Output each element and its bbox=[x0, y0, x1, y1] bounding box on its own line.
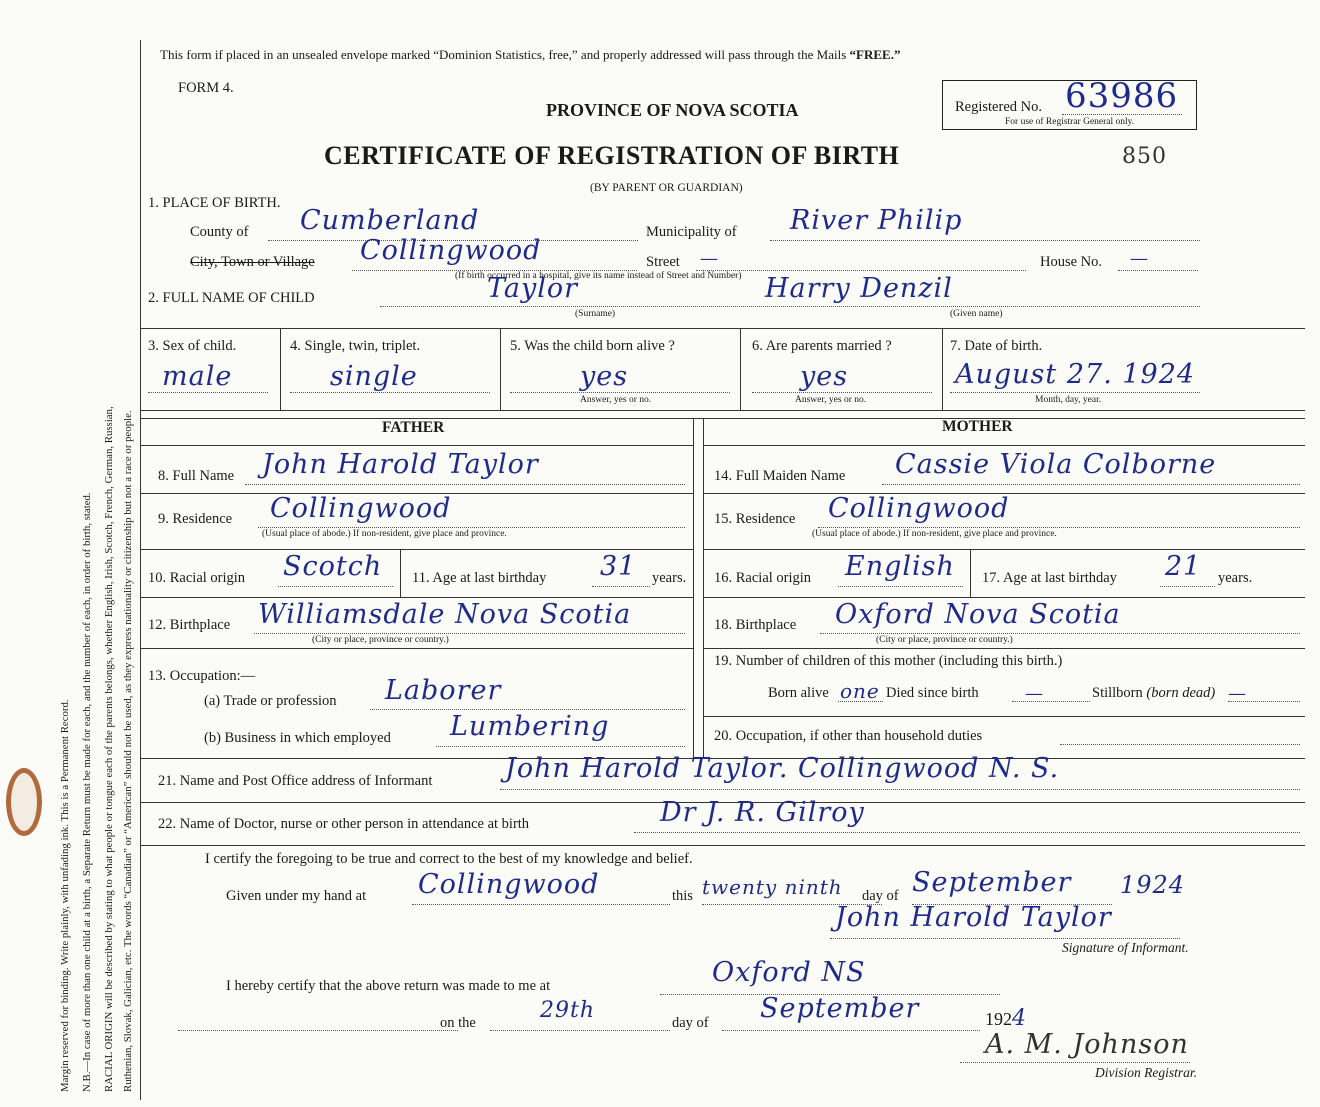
mother-heading-line bbox=[703, 445, 1305, 446]
registered-label: Registered No. bbox=[955, 99, 1042, 115]
registrar-signature: A. M. Johnson bbox=[985, 1029, 1189, 1060]
child-surname: Taylor bbox=[487, 273, 579, 304]
informant-signature-line bbox=[830, 938, 1180, 939]
informant-label: 21. Name and Post Office address of Informant bbox=[158, 773, 433, 789]
mother-racial-label: 16. Racial origin bbox=[714, 570, 812, 586]
father-age-label: 11. Age at last birthday bbox=[412, 570, 547, 586]
row3-divider-3 bbox=[740, 328, 741, 410]
married-value: yes bbox=[800, 361, 849, 392]
street-line bbox=[696, 270, 1026, 271]
given-day-value: twenty ninth bbox=[702, 875, 843, 899]
mother-residence-note: (Usual place of abode.) If non-resident, give place and province. bbox=[812, 529, 1057, 539]
informant-value: John Harold Taylor. Collingwood N. S. bbox=[505, 753, 1060, 784]
margin-note-1: Margin reserved for binding. Write plainly, with unfading ink. This is a Permanent Record. bbox=[59, 699, 71, 1092]
dob-label: 7. Date of birth. bbox=[950, 338, 1043, 354]
child-given-name: Harry Denzil bbox=[765, 273, 953, 304]
father-row-line-3 bbox=[140, 597, 693, 598]
doctor-bottom-line bbox=[140, 845, 1305, 846]
county-value: Cumberland bbox=[300, 205, 480, 236]
alive-label: 5. Was the child born alive ? bbox=[510, 338, 675, 354]
registrar-day-line bbox=[490, 1030, 670, 1031]
married-label: 6. Are parents married ? bbox=[752, 338, 892, 354]
mother-birthplace-label: 18. Birthplace bbox=[714, 617, 797, 633]
city-label: City, Town or Village bbox=[190, 254, 315, 270]
mother-row-line-4 bbox=[703, 648, 1305, 649]
doctor-label: 22. Name of Doctor, nurse or other person in attendance at birth bbox=[158, 816, 530, 832]
mother-heading: MOTHER bbox=[942, 418, 1013, 435]
municipality-line bbox=[770, 240, 1200, 241]
certificate-subtitle: (BY PARENT OR GUARDIAN) bbox=[590, 182, 743, 194]
mother-row-line-3 bbox=[703, 597, 1305, 598]
father-name-label: 8. Full Name bbox=[158, 468, 235, 484]
father-residence-line bbox=[258, 527, 685, 528]
given-month-value: September bbox=[912, 867, 1072, 898]
father-name-line bbox=[245, 484, 685, 485]
mother-occupation-label: 20. Occupation, if other than household duties bbox=[714, 728, 983, 744]
mother-residence-value: Collingwood bbox=[828, 493, 1010, 524]
certificate-title: CERTIFICATE OF REGISTRATION OF BIRTH bbox=[324, 141, 900, 170]
row3-bottom-border bbox=[140, 410, 1305, 411]
given-name-caption: (Given name) bbox=[950, 309, 1003, 319]
municipality-value: River Philip bbox=[790, 205, 963, 236]
father-racial-label: 10. Racial origin bbox=[148, 570, 246, 586]
born-alive-label: Born alive bbox=[768, 685, 829, 701]
informant-signature: John Harold Taylor bbox=[835, 902, 1112, 933]
father-residence-value: Collingwood bbox=[270, 493, 452, 524]
postal-note: This form if placed in an unsealed envelope marked “Dominion Statistics, free,” and properly addressed will pass through the Mails “FREE.” bbox=[160, 47, 901, 62]
registrar-year: 1924 bbox=[985, 1006, 1026, 1031]
form-number: FORM 4. bbox=[178, 80, 234, 96]
died-line bbox=[1012, 701, 1090, 702]
dob-value: August 27. 1924 bbox=[955, 359, 1196, 390]
business-line bbox=[436, 746, 685, 747]
trade-label: (a) Trade or profession bbox=[204, 693, 337, 709]
single-line bbox=[290, 392, 490, 393]
registrar-place: Oxford NS bbox=[712, 957, 866, 988]
margin-note-3: RACIAL ORIGIN will be described by stating to what people or tongue each of the parents belongs, whether English, Irish, Scotch, French, German, Russian, bbox=[103, 406, 115, 1092]
form-left-border bbox=[140, 40, 141, 1100]
street-value: — bbox=[700, 248, 719, 269]
doctor-value: Dr J. R. Gilroy bbox=[660, 797, 865, 828]
row3-top-border bbox=[140, 328, 1305, 329]
father-racial-line bbox=[278, 586, 393, 587]
mother-name-line bbox=[882, 484, 1300, 485]
registered-number: 63986 bbox=[1065, 76, 1179, 116]
signature-of-informant-label: Signature of Informant. bbox=[1062, 940, 1189, 955]
informant-line bbox=[500, 789, 1300, 790]
registered-note: For use of Registrar General only. bbox=[1005, 117, 1135, 127]
father-age-line bbox=[592, 586, 650, 587]
sex-label: 3. Sex of child. bbox=[148, 338, 237, 354]
trade-value: Laborer bbox=[385, 675, 502, 706]
children-label: 19. Number of children of this mother (including this birth.) bbox=[714, 653, 1063, 669]
mother-occupation-line bbox=[1060, 744, 1300, 745]
given-place-value: Collingwood bbox=[418, 869, 600, 900]
trade-line bbox=[370, 709, 685, 710]
registrar-statement: I hereby certify that the above return was made to me at bbox=[226, 978, 551, 994]
mother-age-line bbox=[1160, 586, 1215, 587]
stillborn-label: Stillborn (born dead) bbox=[1092, 685, 1216, 701]
given-place-line bbox=[412, 904, 670, 905]
mother-name-value: Cassie Viola Colborne bbox=[895, 449, 1217, 480]
registrar-day-of-label: day of bbox=[672, 1015, 709, 1031]
mother-row-line-5 bbox=[703, 716, 1305, 717]
father-right-border bbox=[693, 418, 694, 758]
registrar-month: September bbox=[760, 993, 920, 1024]
alive-line bbox=[510, 392, 730, 393]
father-row-line-2 bbox=[140, 549, 693, 550]
business-value: Lumbering bbox=[450, 711, 610, 742]
street-label: Street bbox=[646, 254, 680, 270]
municipality-label: Municipality of bbox=[646, 224, 737, 240]
mother-birthplace-line bbox=[820, 633, 1300, 634]
on-the-label: on the bbox=[440, 1015, 476, 1031]
city-value: Collingwood bbox=[360, 235, 542, 266]
corner-number: 850 bbox=[1122, 144, 1167, 169]
mother-birthplace-value: Oxford Nova Scotia bbox=[835, 599, 1121, 630]
registrar-signature-line bbox=[960, 1062, 1190, 1063]
binding-hole bbox=[6, 768, 42, 836]
given-under-label: Given under my hand at bbox=[226, 888, 367, 904]
parents-top-border bbox=[140, 418, 1305, 419]
province-heading: PROVINCE OF NOVA SCOTIA bbox=[546, 100, 799, 120]
mother-age-unit: years. bbox=[1218, 570, 1253, 586]
house-label: House No. bbox=[1040, 254, 1103, 270]
alive-note: Answer, yes or no. bbox=[580, 395, 652, 405]
mother-name-label: 14. Full Maiden Name bbox=[714, 468, 846, 484]
registrar-month-line bbox=[722, 1030, 980, 1031]
father-heading-line bbox=[140, 445, 693, 446]
registrar-left-line bbox=[178, 1030, 458, 1031]
father-residence-note: (Usual place of abode.) If non-resident, give place and province. bbox=[262, 529, 507, 539]
child-name-label: 2. FULL NAME OF CHILD bbox=[148, 290, 315, 306]
given-day-of-label: day of bbox=[862, 888, 899, 904]
house-value: — bbox=[1130, 248, 1149, 269]
certification-statement: I certify the foregoing to be true and correct to the best of my knowledge and belief. bbox=[205, 851, 693, 867]
surname-caption: (Surname) bbox=[575, 309, 616, 319]
father-racial-divider bbox=[400, 549, 401, 597]
mother-racial-value: English bbox=[845, 551, 955, 582]
mother-row-line-2 bbox=[703, 549, 1305, 550]
father-age-value: 31 bbox=[600, 551, 637, 582]
father-occupation-label: 13. Occupation:— bbox=[148, 668, 256, 684]
father-birthplace-value: Williamsdale Nova Scotia bbox=[258, 599, 632, 630]
married-line bbox=[752, 392, 932, 393]
stillborn-value: — bbox=[1228, 683, 1247, 704]
mother-age-value: 21 bbox=[1165, 551, 1202, 582]
child-name-line bbox=[380, 306, 1200, 307]
registrar-day: 29th bbox=[540, 998, 596, 1023]
business-label: (b) Business in which employed bbox=[204, 730, 391, 746]
father-birthplace-note: (City or place, province or country.) bbox=[312, 635, 449, 645]
single-label: 4. Single, twin, triplet. bbox=[290, 338, 421, 354]
sex-line bbox=[148, 392, 268, 393]
given-year: 1924 bbox=[1120, 871, 1186, 899]
mother-left-border bbox=[703, 418, 704, 758]
father-row-line-4 bbox=[140, 648, 693, 649]
father-age-unit: years. bbox=[652, 570, 687, 586]
margin-note-4: Ruthenian, Slovak, Galician, etc. The words “Canadian” or “American” should not be used, as they express nationality or citizenship but not a race or people. bbox=[122, 410, 134, 1092]
father-birthplace-label: 12. Birthplace bbox=[148, 617, 231, 633]
this-label: this bbox=[672, 888, 693, 904]
row3-divider-1 bbox=[280, 328, 281, 410]
born-alive-value: one bbox=[840, 679, 880, 703]
mother-racial-line bbox=[838, 586, 963, 587]
margin-note-2: N.B.—In case of more than one child at a birth, a Separate Return must be made for each, and the number of each, in order of birth, stated. bbox=[81, 492, 93, 1092]
doctor-line bbox=[634, 832, 1300, 833]
died-label: Died since birth bbox=[886, 685, 979, 701]
county-label: County of bbox=[190, 224, 249, 240]
dob-note: Month, day, year. bbox=[1035, 395, 1102, 405]
father-racial-value: Scotch bbox=[283, 551, 383, 582]
mother-racial-divider bbox=[970, 549, 971, 597]
row3-divider-2 bbox=[500, 328, 501, 410]
mother-birthplace-note: (City or place, province or country.) bbox=[876, 635, 1013, 645]
division-registrar-label: Division Registrar. bbox=[1095, 1065, 1198, 1080]
father-birthplace-line bbox=[254, 633, 685, 634]
hospital-note: (If birth occurred in a hospital, give its name instead of Street and Number) bbox=[455, 271, 742, 281]
mother-age-label: 17. Age at last birthday bbox=[982, 570, 1117, 586]
alive-value: yes bbox=[580, 361, 629, 392]
father-name-value: John Harold Taylor bbox=[262, 449, 539, 480]
mother-residence-line bbox=[818, 527, 1300, 528]
dob-line bbox=[950, 392, 1200, 393]
sex-value: male bbox=[162, 361, 233, 392]
row3-divider-4 bbox=[942, 328, 943, 410]
died-value: — bbox=[1025, 683, 1044, 704]
place-of-birth-heading: 1. PLACE OF BIRTH. bbox=[148, 195, 281, 211]
single-value: single bbox=[330, 361, 418, 392]
mother-residence-label: 15. Residence bbox=[714, 511, 796, 527]
father-heading: FATHER bbox=[382, 419, 445, 436]
married-note: Answer, yes or no. bbox=[795, 395, 867, 405]
father-residence-label: 9. Residence bbox=[158, 511, 233, 527]
